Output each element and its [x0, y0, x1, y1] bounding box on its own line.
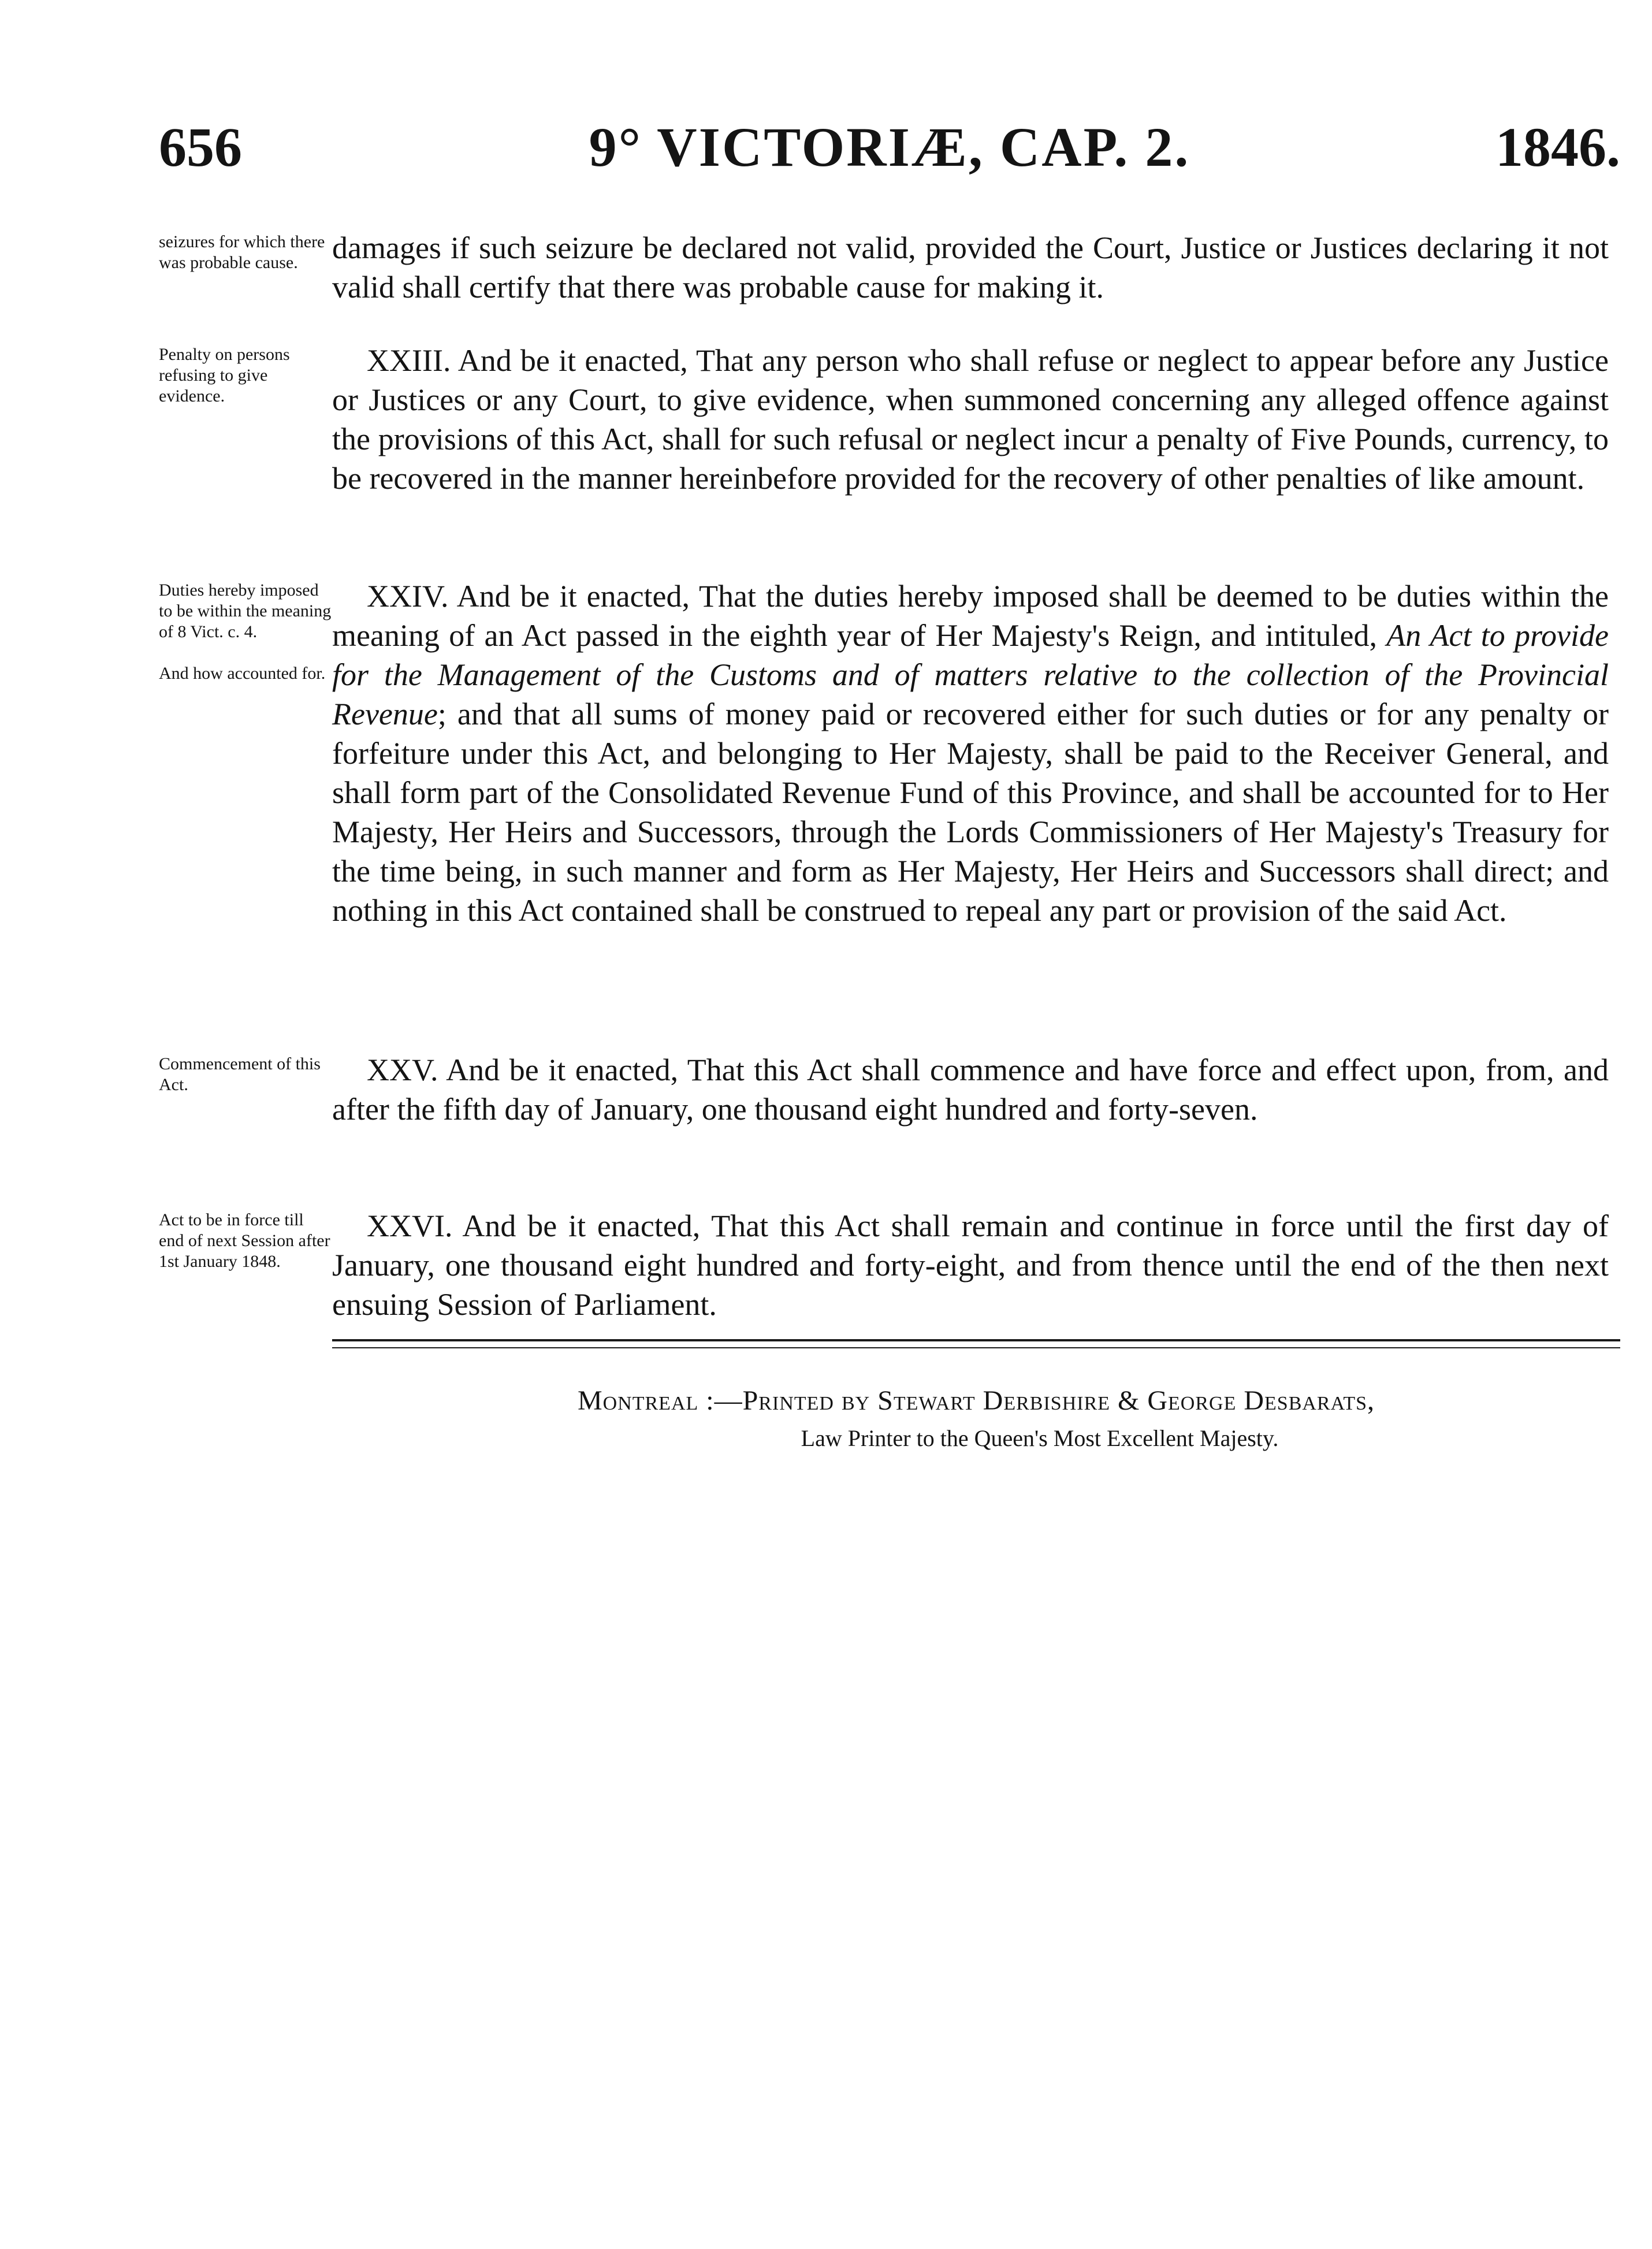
- imprint-law-printer: Law Printer to the Queen's Most Excellent Majesty.: [801, 1425, 1279, 1451]
- section-number: XXV.: [367, 1053, 438, 1087]
- section-xxiii: [159, 341, 1620, 549]
- section-continuation: [159, 228, 1620, 326]
- page-number: 656: [159, 116, 242, 178]
- running-title: 9° VICTORIÆ, CAP. 2.: [589, 116, 1190, 178]
- imprint-printers: Montreal :—Printed by Stewart Derbishire & George Desbarats,: [577, 1385, 1375, 1416]
- page-header: [159, 113, 1620, 182]
- section-body-end: ; and that all sums of money paid or recovered either for such duties or for any penalty or forfeiture under this Act, and belonging to Her Majesty, shall be paid to the Receiver General, and shall form part of the Consolidated Revenue Fund of this Province, and shall be accounted for to Her Majesty, Her Heirs and Successors, through the Lords Commissioners of Her Majesty's Treasury for the time being, in such manner and form as Her Majesty, Her Heirs and Successors shall direct; and nothing in this Act contained shall be construed to repeal any part or provision of the said Act.: [332, 697, 1609, 928]
- section-text: [332, 1050, 1609, 1129]
- section-xxv: [159, 1050, 1620, 1177]
- margin-note-duties: Duties hereby imposed to be within the meaning of 8 Vict. c. 4.: [159, 581, 332, 641]
- margin-note: seizures for which there was probable cause.: [159, 232, 325, 272]
- section-body: And be it enacted, That this Act shall commence and have force and effect upon, from, and after the fifth day of January, one thousand eight hundred and forty-seven.: [332, 1053, 1609, 1127]
- margin-note: Act to be in force till end of next Session after 1st January 1848.: [159, 1210, 330, 1271]
- margin-note-accounted: And how accounted for.: [159, 664, 326, 683]
- act-title: An Act to provide for the Management of the Customs and of matters relative to the collection of the Provincial Revenue: [332, 618, 1609, 731]
- section-number: XXVI.: [367, 1209, 453, 1243]
- printer-imprint: [332, 1381, 1620, 1456]
- section-body: And be it enacted, That this Act shall remain and continue in force until the first day of January, one thousand eight hundred and forty-eight, and from thence until the end of the then next ensuing Session of Parliament.: [332, 1209, 1609, 1322]
- section-number: XXIV.: [367, 579, 449, 614]
- section-body-start: And be it enacted, That the duties hereby imposed shall be deemed to be duties within the meaning of an Act passed in the eighth year of Her Majesty's Reign, and intituled,: [332, 579, 1609, 653]
- end-rule-thick: [332, 1339, 1620, 1341]
- section-xxvi: [159, 1206, 1620, 1356]
- margin-note: Commencement of this Act.: [159, 1054, 321, 1094]
- section-text: [332, 341, 1609, 498]
- section-body: And be it enacted, That any person who shall refuse or neglect to appear before any Justice or Justices or any Court, to give evidence, when summoned concerning any alleged offence against the provisions of this Act, shall for such refusal or neglect incur a penalty of Five Pounds, currency, to be recovered in the manner hereinbefore provided for the recovery of other penalties of like amount.: [332, 343, 1609, 496]
- end-rule-thin: [332, 1347, 1620, 1348]
- section-number: XXIII.: [367, 343, 451, 378]
- section-text: damages if such seizure be declared not valid, provided the Court, Justice or Justices declaring it not valid shall certify that there was probable cause for making it.: [332, 231, 1609, 304]
- section-text: [332, 1206, 1609, 1324]
- margin-note: [159, 580, 332, 684]
- section-xxiv: [159, 577, 1620, 1021]
- margin-note: Penalty on persons refusing to give evidence.: [159, 345, 290, 406]
- header-year: 1846.: [1495, 116, 1620, 178]
- section-text: [332, 577, 1609, 930]
